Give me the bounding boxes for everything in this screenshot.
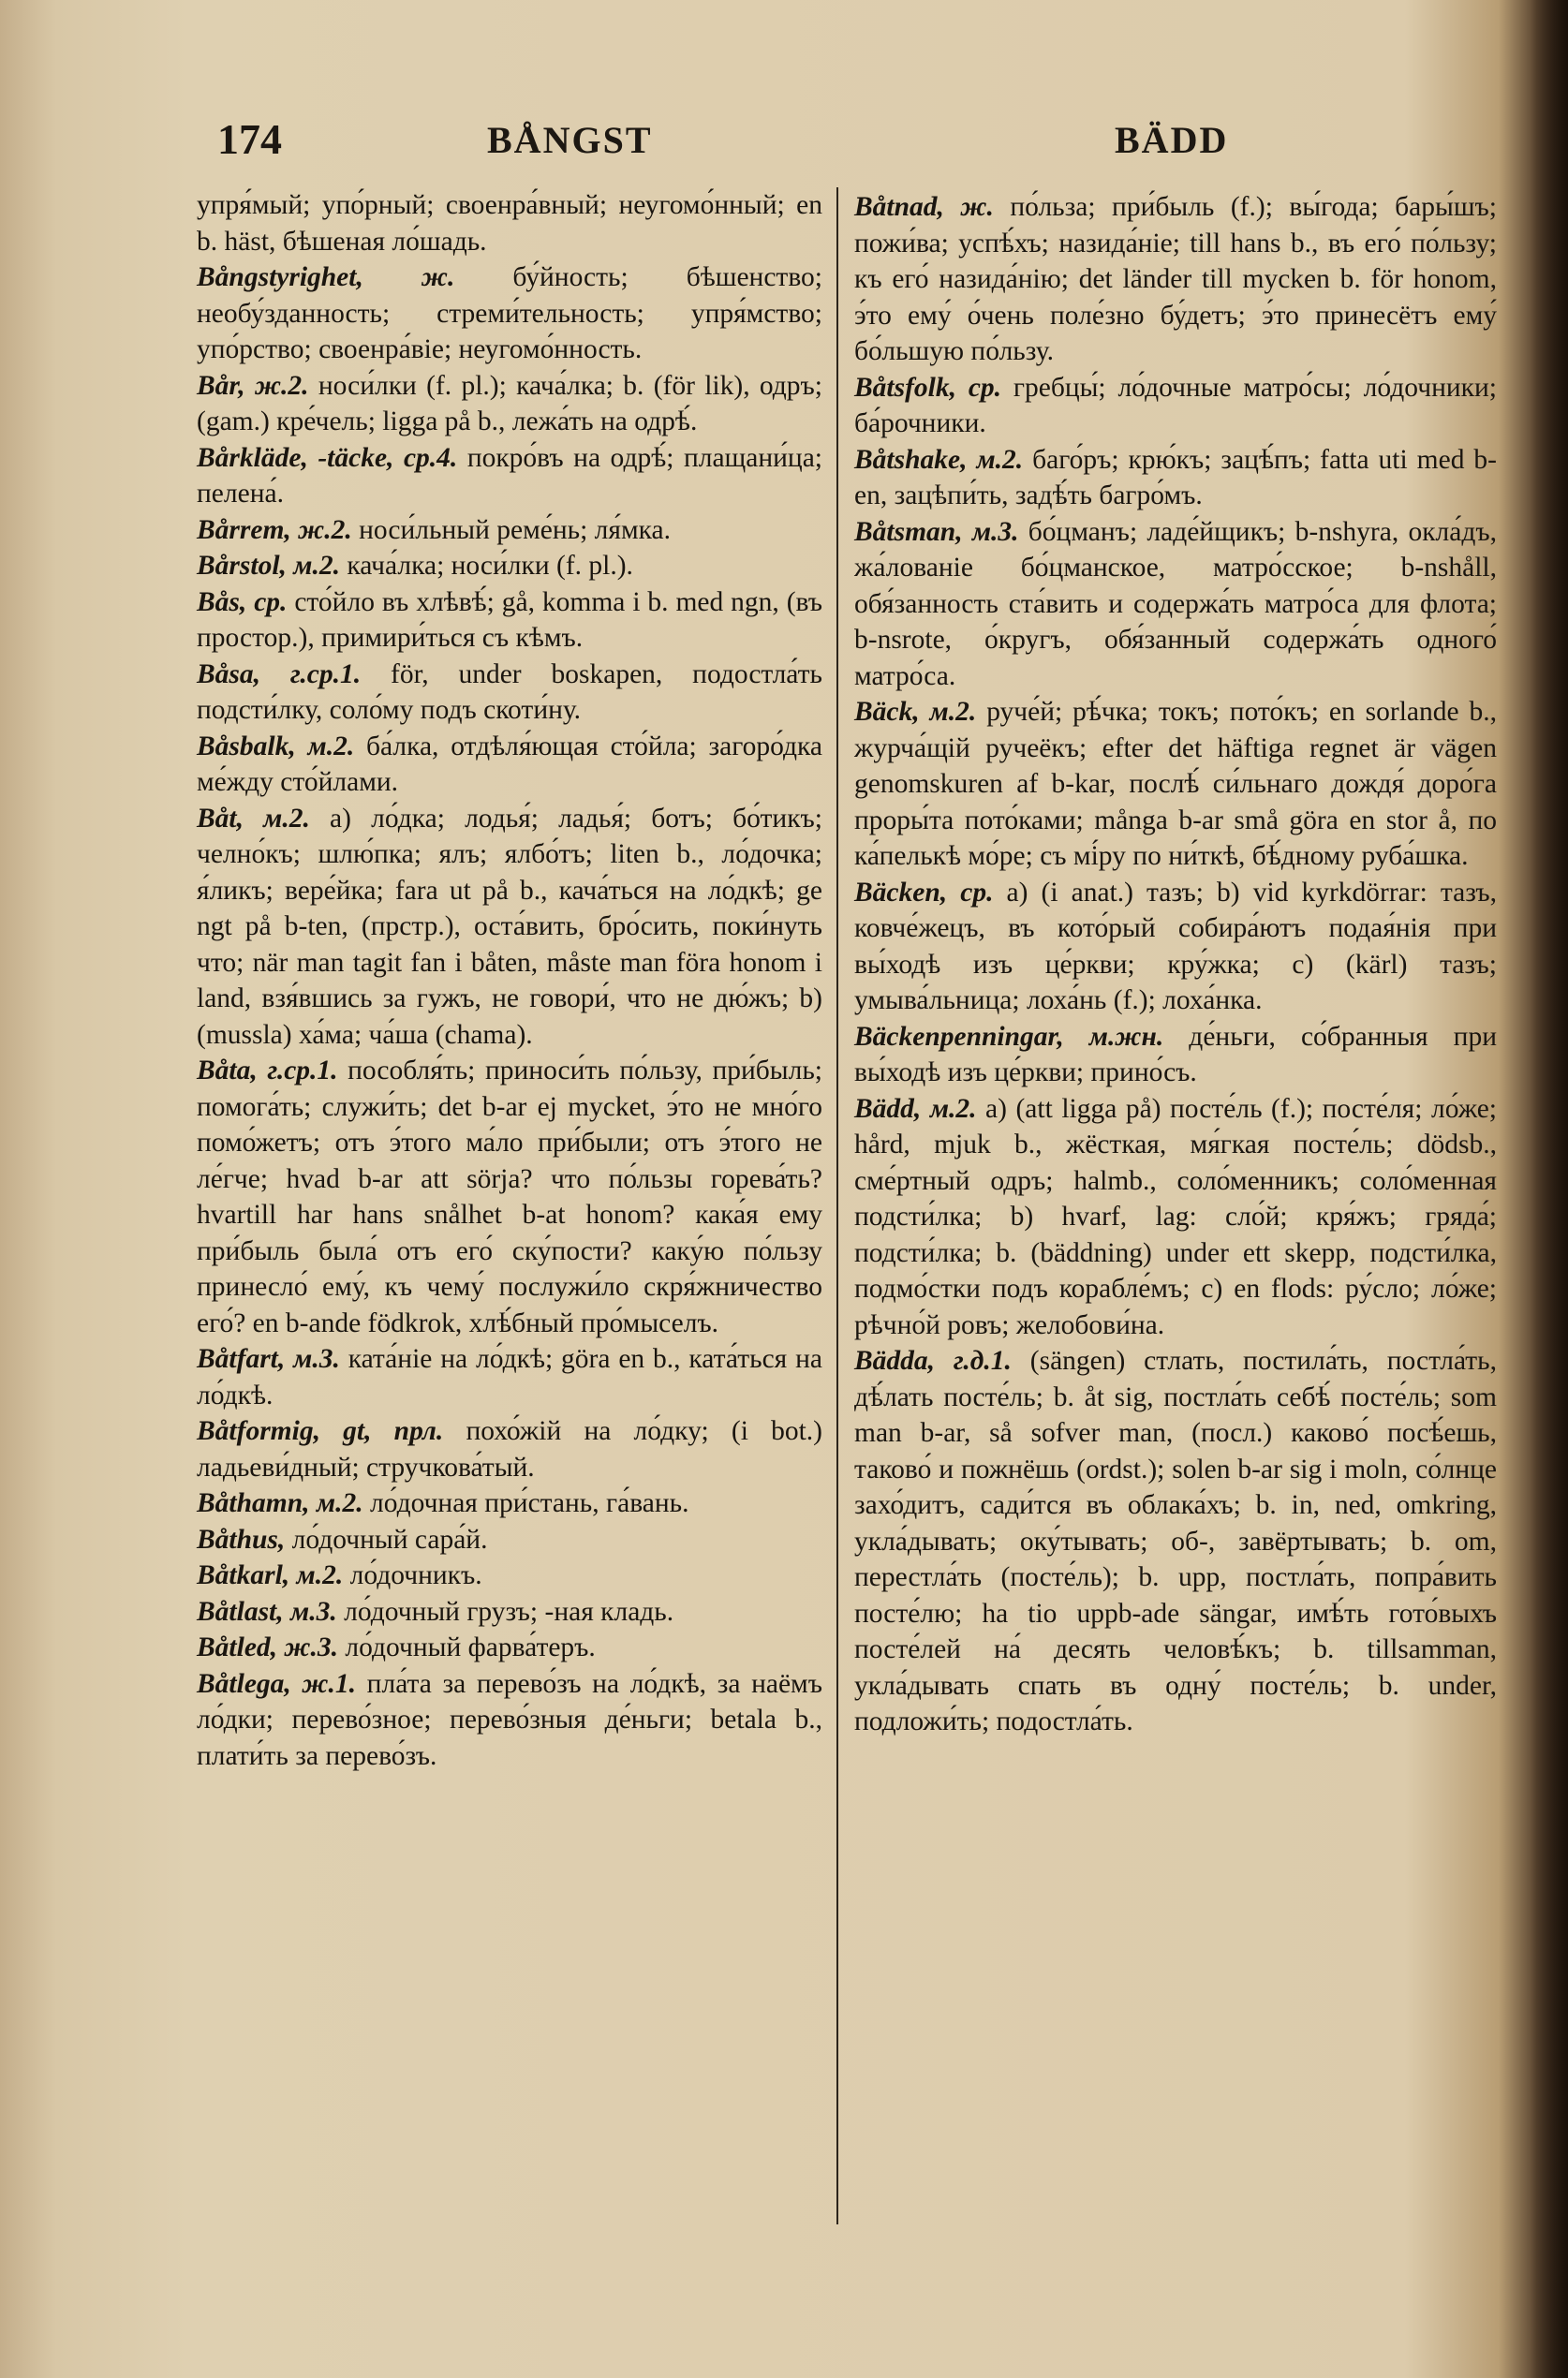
entry-definition: бу́йность; бѣшенство; необу́зданность; стреми́тельность; упря́мство; упо́рство; своенра́віе; неугомо́нность.: [197, 262, 822, 364]
entry-headword: Bäckenpenningar, м.жн.: [854, 1021, 1164, 1052]
entry-headword: Båtsfolk, ср.: [854, 372, 1002, 403]
entry-headword: Båtnad, ж.: [854, 192, 994, 222]
entry-headword: Bäcken, ср.: [854, 877, 994, 908]
dictionary-entry: [197, 512, 822, 549]
entry-headword: Bås, ср.: [197, 586, 288, 617]
dictionary-entry: [197, 801, 822, 1054]
dictionary-entry: [197, 440, 822, 512]
entry-definition: för, under boskapen, подостла́ть подсти́лку, соло́му подъ скоти́ну.: [197, 658, 822, 725]
entry-definition: (sängen) стлать, постила́ть, постла́ть, дѣ́лать посте́ль; b. åt sig, постла́ть себѣ́ посте́ль; som man b-ar, så sofver man, (посл.) каково́ посѣ́ешь, таково́ и пожнёшь (ordst.); solen b-ar sig i moln, со́лнце захо́дитъ, сади́тся въ облака́хъ; b. in, ned, omkring, укла́дывать; оку́тывать; об-, завёртывать; b. om, перестла́ть (посте́ль); b. upp, постла́ть, попра́вить посте́лю; ha tio uppb-ade sängar, имѣ́ть гото́выхъ посте́лей на́ десять человѣ́къ; b. tillsamman, укла́дывать спать въ одну́ посте́ль; b. under, подложи́ть; подостла́ть.: [854, 1346, 1498, 1736]
entry-definition: ло́дочникъ.: [343, 1560, 482, 1590]
entry-headword: Båtfart, м.3.: [197, 1344, 340, 1374]
entry-headword: Båsbalk, м.2.: [197, 731, 355, 761]
dictionary-entry: [197, 1666, 822, 1775]
dictionary-entry: [854, 514, 1497, 695]
entry-headword: Båta, г.ср.1.: [197, 1056, 338, 1086]
entry-definition: руче́й; рѣ́чка; токъ; пото́къ; en sorlande b., журча́щій ручеёкъ; efter det häftiga regnet är vägen genomskuren af b-kar, послѣ́ си́льнаго дождя́ доро́га проры́та пото́ками; många b-ar små göra en stor å, по ка́пелькѣ мо́ре; съ мі́ру по ни́ткѣ, бѣ́дному руба́шка.: [854, 697, 1497, 871]
entry-definition: бо́цманъ; ладе́йщикъ; b-nshyra, окла́дъ, жа́лованіе бо́цманское, матро́сское; b-nshåll, обя́занность ста́вить и содержа́ть матро́са для флота; b-nsrote, о́кругъ, обя́занный содержа́ть одного́ матро́са.: [854, 516, 1497, 691]
entry-headword: Båthamn, м.2.: [197, 1488, 363, 1518]
entry-definition: упря́мый; упо́рный; своенра́вный; неугомо́нный; en b. häst, бѣшеная ло́шадь.: [197, 190, 822, 257]
dictionary-entry: [854, 189, 1497, 370]
entry-definition: пособля́ть; приноси́ть по́льзу, при́быль; помога́ть; служи́ть; det b-ar ej mycket, э́то не мно́го помо́жетъ; отъ э́того ма́ло при́были; отъ э́того не ле́гче; hvad b-ar att sörja? что по́льзы горева́ть? hvartill har hans snålhet b-at honom? кака́я ему при́быль была́ отъ его́ ску́пости? каку́ю по́льзу принесло́ ему́, къ чему́ послужи́ло скря́жничество его́? en b-ande födkrok, хлѣ́бный про́мыселъ.: [197, 1056, 822, 1338]
entry-headword: Båtkarl, м.2.: [197, 1560, 344, 1590]
entry-headword: Båthus,: [197, 1524, 286, 1555]
entry-definition: a) (att ligga på) посте́ль (f.); посте́ля; ло́же; hård, mjuk b., жёсткая, мя́гкая посте́ль; dödsb., сме́ртный одръ; halmb., соло́менникъ; соло́менная подсти́лка; b) hvarf, lag: сло́й; кря́жъ; гряда́; подсти́лка; b. (bäddning) under ett skepp, подсти́лка, подмо́стки подъ корабле́мъ; c) en flods: ру́сло; ло́же; рѣчно́й ровъ; желобови́на.: [854, 1093, 1497, 1340]
entry-definition: носи́льный реме́нь; ля́мка.: [351, 514, 671, 545]
entry-definition: сто́йло въ хлѣвѣ́; gå, komma i b. med ngn, (въ простор.), примири́ться съ кѣмъ.: [197, 586, 822, 653]
entry-definition: баго́ръ; крю́къ; зацѣ́пъ; fatta uti med b-en, зацѣпи́ть, задѣ́ть багро́мъ.: [854, 444, 1497, 510]
dictionary-entry: [854, 875, 1497, 1019]
dictionary-entry: [197, 1053, 822, 1341]
entry-headword: Bårrem, ж.2.: [197, 514, 352, 545]
dictionary-entry: [854, 1019, 1497, 1091]
entry-headword: Bädda, г.д.1.: [854, 1346, 1012, 1376]
entry-headword: Båtshake, м.2.: [854, 444, 1024, 475]
dictionary-entry: [854, 370, 1497, 442]
dictionary-entry: [197, 1522, 822, 1558]
entry-definition: кача́лка; носи́лки (f. pl.).: [340, 551, 633, 581]
entry-definition: де́ньги, со́бранныя при вы́ходѣ изъ це́ркви; прино́съ.: [854, 1021, 1498, 1087]
entry-definition: похо́жій на ло́дку; (i bot.) ладьеви́дный; стручкова́тый.: [197, 1416, 822, 1483]
entry-headword: Bädd, м.2.: [854, 1093, 977, 1124]
running-head-left: BÅNGST: [487, 119, 653, 161]
dictionary-entry: [854, 442, 1497, 514]
dictionary-entry: [197, 1594, 822, 1631]
entry-definition: по́льза; при́быль (f.); вы́года; бары́шъ; пожи́ва; успѣ́хъ; назида́ніе; till hans b., въ его́ по́льзу; къ его́ назида́нію; det länder till mycken b. för honom, э́то ему́ о́чень поле́зно бу́детъ; э́то принесётъ ему́ бо́льшую по́льзу.: [854, 192, 1497, 366]
entry-definition: a) (i anat.) тазъ; b) vid kyrkdörrar: тазъ, ковче́жецъ, въ кото́рый собира́ютъ подая́нія при вы́ходѣ изъ це́ркви; кру́жка; c) (kärl) тазъ; умыва́льница; лоха́нь (f.); лоха́нка.: [854, 877, 1497, 1015]
entry-definition: ката́ніе на ло́дкѣ; göra en b., ката́ться на ло́дкѣ.: [197, 1344, 822, 1411]
entry-headword: Bårstol, м.2.: [197, 551, 340, 581]
entry-headword: Båtformig, gt, прл.: [197, 1416, 444, 1446]
entry-headword: Båtsman, м.3.: [854, 516, 1019, 547]
dictionary-entry: [197, 548, 822, 584]
dictionary-entry: [197, 187, 822, 259]
entry-definition: покро́въ на одрѣ́; плащани́ца; пелена́.: [197, 442, 823, 509]
entry-definition: ло́дочный сара́й.: [285, 1524, 488, 1555]
entry-definition: ло́дочная при́стань, га́вань.: [362, 1488, 689, 1518]
entry-headword: Bår, ж.2.: [197, 370, 309, 401]
entry-definition: носи́лки (f. pl.); кача́лка; b. (för lik), одръ; (gam.) кре́чель; ligga på b., лежа́ть на одрѣ́.: [197, 370, 822, 436]
entry-definition: ба́лка, отдѣля́ющая сто́йла; загоро́дка ме́жду сто́йлами.: [197, 731, 822, 797]
entry-headword: Båsa, г.ср.1.: [197, 658, 362, 689]
entry-definition: ло́дочный грузъ; -ная кладь.: [336, 1596, 674, 1627]
dictionary-entry: [197, 1630, 822, 1666]
right-column: [854, 189, 1497, 1740]
entry-headword: Bångstyrighet, ж.: [197, 262, 455, 292]
book-spine-shadow: [1531, 0, 1568, 2378]
entry-headword: Bårkläde, -täcke, ср.4.: [197, 442, 458, 473]
dictionary-entry: [197, 1485, 822, 1522]
entry-definition: гребцы́; ло́дочные матро́сы; ло́дочники; ба́рочники.: [854, 372, 1497, 438]
dictionary-entry: [854, 694, 1497, 875]
dictionary-entry: [197, 1558, 822, 1594]
page-number: 174: [217, 115, 282, 163]
entry-headword: Båtlega, ж.1.: [197, 1668, 357, 1699]
dictionary-entry: [197, 1413, 822, 1485]
dictionary-entry: [197, 368, 822, 440]
entry-definition: пла́та за перево́зъ на ло́дкѣ, за наёмъ ло́дки; перево́зное; перево́зныя де́ньги; betala b., плати́ть за перево́зъ.: [197, 1668, 822, 1771]
entry-headword: Båtlast, м.3.: [197, 1596, 337, 1627]
entry-headword: Bäck, м.2.: [854, 697, 977, 727]
dictionary-entry: [197, 584, 822, 657]
dictionary-entry: [854, 1343, 1497, 1740]
running-head-right: BÄDD: [1115, 119, 1229, 161]
left-column: [197, 187, 822, 1774]
column-divider: [836, 187, 838, 2224]
dictionary-entry: [197, 1341, 822, 1413]
entry-definition: a) ло́дка; лодья́; ладья́; ботъ; бо́тикъ; челно́къ; шлю́пка; ялъ; ялбо́тъ; liten b., ло́дочка; я́ликъ; вере́йка; fara ut på b., кача́ться на ло́дкѣ; ge ngt på b-ten, (прстр.), оста́вить, бро́сить, поки́нуть что; när man tagit fan i båten, måste man föra honom i land, взя́вшись за гужъ, не говори́, что не дю́жъ; b) (mussla) ха́ма; ча́ша (chama).: [197, 803, 822, 1050]
dictionary-entry: [854, 1091, 1497, 1344]
dictionary-entry: [197, 259, 822, 368]
dictionary-entry: [197, 729, 822, 801]
entry-definition: ло́дочный фарва́теръ.: [338, 1632, 596, 1662]
dictionary-entry: [197, 657, 822, 729]
entry-headword: Båtled, ж.3.: [197, 1632, 339, 1662]
entry-headword: Båt, м.2.: [197, 803, 310, 834]
